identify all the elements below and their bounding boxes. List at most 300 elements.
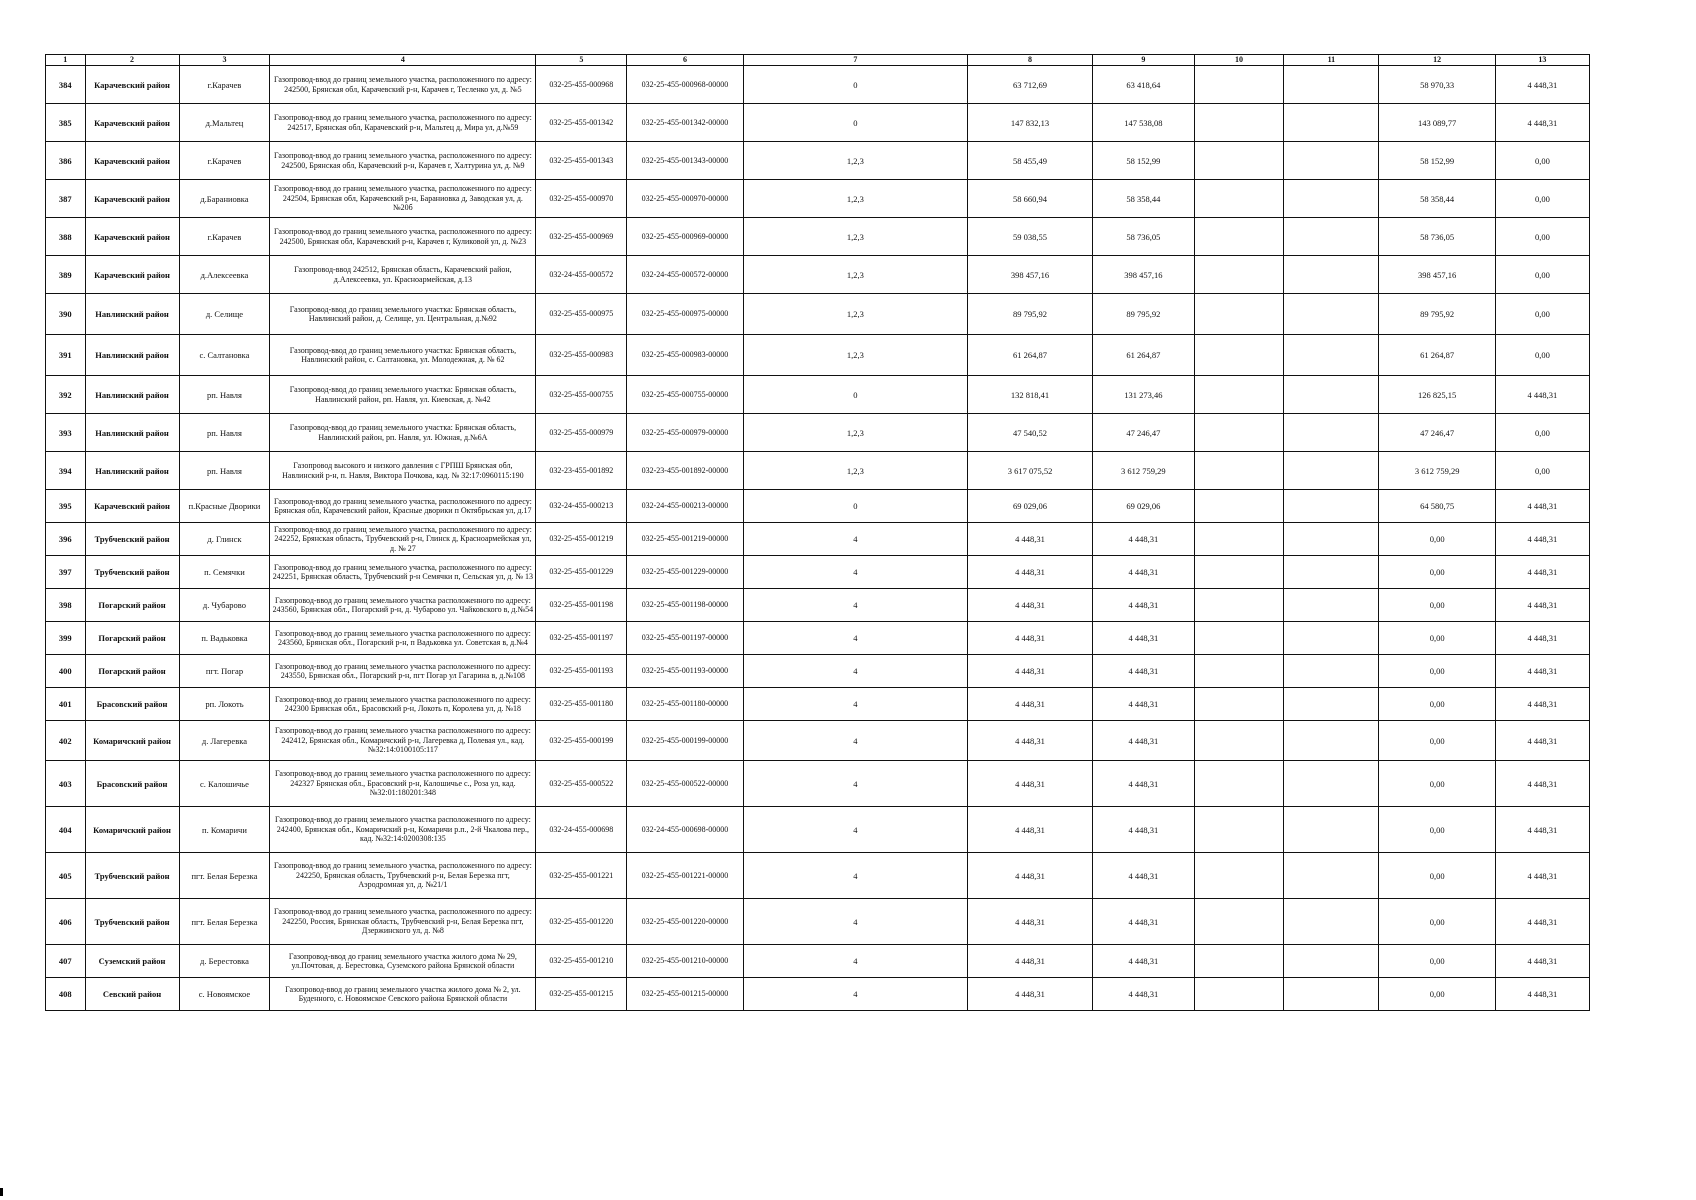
object-description-cell: Газопровод-ввод до границ земельного участка расположенного по адресу: 242327 Брянская обл., Брасовский р-н, Калошичье с., Роза ул, кад. №32:01:180201:348: [270, 761, 536, 807]
locality-cell: п. Вадьковка: [179, 622, 270, 655]
row-number-cell: 394: [46, 452, 86, 490]
table-row: [46, 523, 1590, 556]
row-number-cell: 388: [46, 218, 86, 256]
row-number-cell: 406: [46, 899, 86, 945]
remainder-value-cell: 4 448,31: [1495, 853, 1589, 899]
col-10-cell: [1194, 945, 1284, 978]
remainder-value-cell: 0,00: [1495, 256, 1589, 294]
inventory-number-cell: 032-24-455-000698: [536, 807, 627, 853]
col-11-cell: [1284, 335, 1379, 376]
cost-value-2-cell: 47 246,47: [1093, 414, 1195, 452]
row-number-cell: 396: [46, 523, 86, 556]
object-code-cell: 032-24-455-000213-00000: [627, 490, 743, 523]
cost-value-2-cell: 58 152,99: [1093, 142, 1195, 180]
object-description-cell: Газопровод-ввод до границ земельного участка, расположенного по адресу: 242517, Брянская обл, Карачевский р-н, Мальтец д, Мира ул, д.№59: [270, 104, 536, 142]
remainder-value-cell: 0,00: [1495, 452, 1589, 490]
row-number-cell: 397: [46, 556, 86, 589]
object-description-cell: Газопровод-ввод 242512, Брянская область, Карачевский район, д.Алексеевка, ул. Красноармейская, д.13: [270, 256, 536, 294]
amount-value-cell: 143 089,77: [1379, 104, 1495, 142]
inventory-number-cell: 032-25-455-000979: [536, 414, 627, 452]
inventory-number-cell: 032-25-455-001229: [536, 556, 627, 589]
column-header-9: 9: [1093, 55, 1195, 66]
cost-value-cell: 4 448,31: [968, 761, 1093, 807]
cost-value-cell: 69 029,06: [968, 490, 1093, 523]
cost-value-cell: 63 712,69: [968, 66, 1093, 104]
locality-cell: п. Семячки: [179, 556, 270, 589]
column-header-5: 5: [536, 55, 627, 66]
amount-value-cell: 61 264,87: [1379, 335, 1495, 376]
criteria-cell: 4: [743, 853, 967, 899]
object-description-cell: Газопровод-ввод до границ земельного участка: Брянская область, Навлинский район, с. Салтановка, ул. Молодежная, д. № 62: [270, 335, 536, 376]
amount-value-cell: 0,00: [1379, 556, 1495, 589]
locality-cell: п. Комаричи: [179, 807, 270, 853]
locality-cell: с. Калошичье: [179, 761, 270, 807]
remainder-value-cell: 0,00: [1495, 142, 1589, 180]
object-code-cell: 032-25-455-000983-00000: [627, 335, 743, 376]
table-row: [46, 376, 1590, 414]
locality-cell: д.Мальтец: [179, 104, 270, 142]
district-cell: Навлинский район: [85, 414, 179, 452]
amount-value-cell: 0,00: [1379, 899, 1495, 945]
col-10-cell: [1194, 294, 1284, 335]
row-number-cell: 389: [46, 256, 86, 294]
col-11-cell: [1284, 688, 1379, 721]
district-cell: Карачевский район: [85, 142, 179, 180]
locality-cell: п.Красные Дворики: [179, 490, 270, 523]
table-row: [46, 256, 1590, 294]
object-code-cell: 032-25-455-001198-00000: [627, 589, 743, 622]
amount-value-cell: 0,00: [1379, 721, 1495, 761]
inventory-number-cell: 032-25-455-000755: [536, 376, 627, 414]
inventory-number-cell: 032-25-455-001220: [536, 899, 627, 945]
col-11-cell: [1284, 180, 1379, 218]
table-row: [46, 945, 1590, 978]
object-code-cell: 032-25-455-001219-00000: [627, 523, 743, 556]
cost-value-cell: 147 832,13: [968, 104, 1093, 142]
object-code-cell: 032-25-455-001221-00000: [627, 853, 743, 899]
locality-cell: рп. Локоть: [179, 688, 270, 721]
col-10-cell: [1194, 218, 1284, 256]
object-code-cell: 032-25-455-000969-00000: [627, 218, 743, 256]
col-11-cell: [1284, 256, 1379, 294]
criteria-cell: 1,2,3: [743, 180, 967, 218]
district-cell: Погарский район: [85, 655, 179, 688]
col-11-cell: [1284, 142, 1379, 180]
amount-value-cell: 0,00: [1379, 761, 1495, 807]
header-row: [46, 55, 1590, 66]
object-description-cell: Газопровод-ввод до границ земельного участка жилого дома № 29, ул.Почтовая, д. Берестовка, Суземского района Брянской области: [270, 945, 536, 978]
locality-cell: д.Алексеевка: [179, 256, 270, 294]
object-description-cell: Газопровод-ввод до границ земельного участка расположенного по адресу: 243560, Брянская обл., Погарский р-н, п Вадьковка ул. Советская в, д.№4: [270, 622, 536, 655]
column-header-12: 12: [1379, 55, 1495, 66]
object-code-cell: 032-24-455-000698-00000: [627, 807, 743, 853]
column-header-4: 4: [270, 55, 536, 66]
table-row: [46, 142, 1590, 180]
inventory-number-cell: 032-25-455-001343: [536, 142, 627, 180]
criteria-cell: 1,2,3: [743, 142, 967, 180]
inventory-number-cell: 032-25-455-000975: [536, 294, 627, 335]
criteria-cell: 4: [743, 556, 967, 589]
table-row: [46, 490, 1590, 523]
object-description-cell: Газопровод-ввод до границ земельного участка: Брянская область, Навлинский район, рп. Навля, ул. Киевская, д. №42: [270, 376, 536, 414]
cost-value-2-cell: 147 538,08: [1093, 104, 1195, 142]
col-11-cell: [1284, 807, 1379, 853]
remainder-value-cell: 4 448,31: [1495, 721, 1589, 761]
object-description-cell: Газопровод-ввод до границ земельного участка: Брянская область, Навлинский район, д. Селище, ул. Центральная, д.№92: [270, 294, 536, 335]
district-cell: Карачевский район: [85, 104, 179, 142]
col-10-cell: [1194, 104, 1284, 142]
criteria-cell: 1,2,3: [743, 294, 967, 335]
table-body: [46, 66, 1590, 1011]
object-description-cell: Газопровод-ввод до границ земельного участка, расположенного по адресу: 242500, Брянская обл, Карачевский р-н, Карачев г, Тесленко ул, д. №5: [270, 66, 536, 104]
cost-value-cell: 47 540,52: [968, 414, 1093, 452]
col-11-cell: [1284, 66, 1379, 104]
row-number-cell: 393: [46, 414, 86, 452]
col-10-cell: [1194, 490, 1284, 523]
remainder-value-cell: 4 448,31: [1495, 104, 1589, 142]
criteria-cell: 4: [743, 622, 967, 655]
cost-value-cell: 4 448,31: [968, 622, 1093, 655]
amount-value-cell: 0,00: [1379, 622, 1495, 655]
col-11-cell: [1284, 556, 1379, 589]
cost-value-cell: 4 448,31: [968, 589, 1093, 622]
row-number-cell: 387: [46, 180, 86, 218]
locality-cell: г.Карачев: [179, 66, 270, 104]
amount-value-cell: 0,00: [1379, 978, 1495, 1011]
remainder-value-cell: 4 448,31: [1495, 589, 1589, 622]
cost-value-cell: 61 264,87: [968, 335, 1093, 376]
locality-cell: д. Лагеревка: [179, 721, 270, 761]
row-number-cell: 400: [46, 655, 86, 688]
row-number-cell: 390: [46, 294, 86, 335]
locality-cell: г.Карачев: [179, 142, 270, 180]
district-cell: Навлинский район: [85, 335, 179, 376]
column-header-7: 7: [743, 55, 967, 66]
inventory-number-cell: 032-25-455-001221: [536, 853, 627, 899]
col-11-cell: [1284, 622, 1379, 655]
remainder-value-cell: 4 448,31: [1495, 376, 1589, 414]
table-row: [46, 589, 1590, 622]
row-number-cell: 401: [46, 688, 86, 721]
inventory-number-cell: 032-25-455-000983: [536, 335, 627, 376]
locality-cell: с. Салтановка: [179, 335, 270, 376]
locality-cell: пгт. Белая Березка: [179, 899, 270, 945]
cost-value-cell: 4 448,31: [968, 655, 1093, 688]
district-cell: Карачевский район: [85, 180, 179, 218]
criteria-cell: 1,2,3: [743, 218, 967, 256]
criteria-cell: 4: [743, 721, 967, 761]
column-header-6: 6: [627, 55, 743, 66]
table-row: [46, 180, 1590, 218]
column-header-10: 10: [1194, 55, 1284, 66]
col-10-cell: [1194, 761, 1284, 807]
object-code-cell: 032-25-455-001215-00000: [627, 978, 743, 1011]
col-11-cell: [1284, 721, 1379, 761]
object-description-cell: Газопровод-ввод до границ земельного участка расположенного по адресу: 243560, Брянская обл., Погарский р-н, д. Чубарово ул. Чайковского в, д.№54: [270, 589, 536, 622]
locality-cell: д. Селище: [179, 294, 270, 335]
amount-value-cell: 58 736,05: [1379, 218, 1495, 256]
column-header-3: 3: [179, 55, 270, 66]
cost-value-cell: 398 457,16: [968, 256, 1093, 294]
inventory-number-cell: 032-25-455-001197: [536, 622, 627, 655]
table-row: [46, 721, 1590, 761]
col-11-cell: [1284, 452, 1379, 490]
col-10-cell: [1194, 622, 1284, 655]
inventory-number-cell: 032-24-455-000213: [536, 490, 627, 523]
object-description-cell: Газопровод-ввод до границ земельного участка расположенного по адресу: 243550, Брянская обл., Погарский р-н, пгт Погар ул Гагарина в, д.№108: [270, 655, 536, 688]
cost-value-2-cell: 4 448,31: [1093, 721, 1195, 761]
locality-cell: рп. Навля: [179, 452, 270, 490]
amount-value-cell: 398 457,16: [1379, 256, 1495, 294]
locality-cell: д. Глинск: [179, 523, 270, 556]
col-11-cell: [1284, 104, 1379, 142]
district-cell: Карачевский район: [85, 490, 179, 523]
locality-cell: пгт. Погар: [179, 655, 270, 688]
row-number-cell: 405: [46, 853, 86, 899]
row-number-cell: 403: [46, 761, 86, 807]
object-description-cell: Газопровод-ввод до границ земельного участка, расположенного по адресу: Брянская обл, Карачевский район, Красные дворики п Октябрьская ул, д.17: [270, 490, 536, 523]
locality-cell: г.Карачев: [179, 218, 270, 256]
column-header-13: 13: [1495, 55, 1589, 66]
col-11-cell: [1284, 978, 1379, 1011]
col-10-cell: [1194, 978, 1284, 1011]
district-cell: Трубчевский район: [85, 523, 179, 556]
cost-value-2-cell: 4 448,31: [1093, 807, 1195, 853]
locality-cell: д.Бараниовка: [179, 180, 270, 218]
cost-value-cell: 4 448,31: [968, 945, 1093, 978]
remainder-value-cell: 4 448,31: [1495, 66, 1589, 104]
object-code-cell: 032-25-455-000755-00000: [627, 376, 743, 414]
row-number-cell: 392: [46, 376, 86, 414]
table-row: [46, 414, 1590, 452]
cost-value-cell: 4 448,31: [968, 899, 1093, 945]
object-code-cell: 032-25-455-000975-00000: [627, 294, 743, 335]
object-code-cell: 032-25-455-001180-00000: [627, 688, 743, 721]
object-code-cell: 032-25-455-001210-00000: [627, 945, 743, 978]
cost-value-2-cell: 4 448,31: [1093, 945, 1195, 978]
object-code-cell: 032-25-455-000970-00000: [627, 180, 743, 218]
criteria-cell: 1,2,3: [743, 335, 967, 376]
document-sheet: [45, 54, 1590, 1011]
object-description-cell: Газопровод-ввод до границ земельного участка жилого дома № 2, ул. Буденного, с. Новоямское Севского района Брянской области: [270, 978, 536, 1011]
remainder-value-cell: 0,00: [1495, 180, 1589, 218]
remainder-value-cell: 4 448,31: [1495, 945, 1589, 978]
remainder-value-cell: 4 448,31: [1495, 688, 1589, 721]
cost-value-cell: 4 448,31: [968, 556, 1093, 589]
col-10-cell: [1194, 335, 1284, 376]
col-10-cell: [1194, 414, 1284, 452]
criteria-cell: 0: [743, 376, 967, 414]
col-10-cell: [1194, 180, 1284, 218]
criteria-cell: 4: [743, 978, 967, 1011]
object-code-cell: 032-25-455-000522-00000: [627, 761, 743, 807]
criteria-cell: 4: [743, 807, 967, 853]
col-11-cell: [1284, 761, 1379, 807]
object-description-cell: Газопровод-ввод до границ земельного участка расположенного по адресу: 242400, Брянская обл., Комаричский р-н, Комаричи р.п., 2-й Чкалова пер., кад. №32:14:0200308:135: [270, 807, 536, 853]
column-header-1: 1: [46, 55, 86, 66]
col-10-cell: [1194, 256, 1284, 294]
inventory-number-cell: 032-25-455-001342: [536, 104, 627, 142]
cost-value-2-cell: 63 418,64: [1093, 66, 1195, 104]
cost-value-2-cell: 58 736,05: [1093, 218, 1195, 256]
scan-edge-mark: [0, 1188, 3, 1196]
remainder-value-cell: 4 448,31: [1495, 490, 1589, 523]
object-description-cell: Газопровод-ввод до границ земельного участка расположенного по адресу: 242412, Брянская обл., Комаричский р-н, Лагеревка д, Полевая ул., кад. №32:14:0100105:117: [270, 721, 536, 761]
criteria-cell: 4: [743, 655, 967, 688]
cost-value-cell: 4 448,31: [968, 688, 1093, 721]
row-number-cell: 402: [46, 721, 86, 761]
col-11-cell: [1284, 523, 1379, 556]
col-10-cell: [1194, 853, 1284, 899]
cost-value-cell: 4 448,31: [968, 523, 1093, 556]
object-description-cell: Газопровод-ввод до границ земельного участка, расположенного по адресу: 242500, Брянская обл, Карачевский р-н, Карачев г, Халтурина ул, д. №9: [270, 142, 536, 180]
cost-value-2-cell: 58 358,44: [1093, 180, 1195, 218]
cost-value-2-cell: 4 448,31: [1093, 853, 1195, 899]
table-row: [46, 978, 1590, 1011]
cost-value-2-cell: 4 448,31: [1093, 978, 1195, 1011]
table-row: [46, 218, 1590, 256]
cost-value-cell: 3 617 075,52: [968, 452, 1093, 490]
row-number-cell: 391: [46, 335, 86, 376]
table-row: [46, 688, 1590, 721]
table-row: [46, 807, 1590, 853]
remainder-value-cell: 4 448,31: [1495, 556, 1589, 589]
criteria-cell: 1,2,3: [743, 452, 967, 490]
amount-value-cell: 0,00: [1379, 945, 1495, 978]
col-10-cell: [1194, 556, 1284, 589]
col-11-cell: [1284, 414, 1379, 452]
object-description-cell: Газопровод-ввод до границ земельного участка, расположенного по адресу: 242251, Брянская область, Трубчевский р-н Семячки п, Сельская ул, д. № 13: [270, 556, 536, 589]
criteria-cell: 1,2,3: [743, 414, 967, 452]
amount-value-cell: 0,00: [1379, 688, 1495, 721]
district-cell: Трубчевский район: [85, 899, 179, 945]
object-code-cell: 032-25-455-000979-00000: [627, 414, 743, 452]
col-10-cell: [1194, 66, 1284, 104]
col-11-cell: [1284, 218, 1379, 256]
object-code-cell: 032-25-455-001229-00000: [627, 556, 743, 589]
object-code-cell: 032-25-455-001197-00000: [627, 622, 743, 655]
district-cell: Комаричский район: [85, 721, 179, 761]
remainder-value-cell: 4 448,31: [1495, 899, 1589, 945]
object-code-cell: 032-25-455-001193-00000: [627, 655, 743, 688]
object-code-cell: 032-25-455-001343-00000: [627, 142, 743, 180]
locality-cell: д. Берестовка: [179, 945, 270, 978]
row-number-cell: 407: [46, 945, 86, 978]
inventory-number-cell: 032-25-455-000969: [536, 218, 627, 256]
cost-value-2-cell: 4 448,31: [1093, 899, 1195, 945]
cost-value-2-cell: 4 448,31: [1093, 523, 1195, 556]
inventory-number-cell: 032-25-455-000970: [536, 180, 627, 218]
locality-cell: рп. Навля: [179, 376, 270, 414]
column-header-8: 8: [968, 55, 1093, 66]
table-row: [46, 761, 1590, 807]
table-row: [46, 452, 1590, 490]
col-10-cell: [1194, 655, 1284, 688]
cost-value-2-cell: 4 448,31: [1093, 622, 1195, 655]
object-code-cell: 032-25-455-001342-00000: [627, 104, 743, 142]
criteria-cell: 0: [743, 104, 967, 142]
table-row: [46, 335, 1590, 376]
cost-value-2-cell: 4 448,31: [1093, 556, 1195, 589]
cost-value-cell: 4 448,31: [968, 807, 1093, 853]
object-description-cell: Газопровод высокого и низкого давления с ГРПШ Брянская обл, Навлинский р-н, п. Навля, Виктора Почкова, кад. № 32:17:0960115:190: [270, 452, 536, 490]
object-code-cell: 032-24-455-000572-00000: [627, 256, 743, 294]
district-cell: Навлинский район: [85, 452, 179, 490]
inventory-number-cell: 032-25-455-000199: [536, 721, 627, 761]
col-10-cell: [1194, 142, 1284, 180]
district-cell: Карачевский район: [85, 218, 179, 256]
cost-value-cell: 58 455,49: [968, 142, 1093, 180]
district-cell: Брасовский район: [85, 688, 179, 721]
inventory-number-cell: 032-25-455-001193: [536, 655, 627, 688]
remainder-value-cell: 4 448,31: [1495, 655, 1589, 688]
district-cell: Карачевский район: [85, 66, 179, 104]
district-cell: Навлинский район: [85, 376, 179, 414]
remainder-value-cell: 4 448,31: [1495, 622, 1589, 655]
locality-cell: с. Новоямское: [179, 978, 270, 1011]
table-row: [46, 899, 1590, 945]
district-cell: Трубчевский район: [85, 556, 179, 589]
district-cell: Суземский район: [85, 945, 179, 978]
amount-value-cell: 126 825,15: [1379, 376, 1495, 414]
cost-value-2-cell: 398 457,16: [1093, 256, 1195, 294]
cost-value-cell: 59 038,55: [968, 218, 1093, 256]
object-description-cell: Газопровод-ввод до границ земельного участка расположенного по адресу: 242300 Брянская обл., Брасовский р-н, Локоть п, Королева ул, д. №18: [270, 688, 536, 721]
table-row: [46, 104, 1590, 142]
inventory-number-cell: 032-24-455-000572: [536, 256, 627, 294]
col-10-cell: [1194, 721, 1284, 761]
cost-value-cell: 89 795,92: [968, 294, 1093, 335]
inventory-number-cell: 032-25-455-000522: [536, 761, 627, 807]
col-11-cell: [1284, 945, 1379, 978]
amount-value-cell: 58 358,44: [1379, 180, 1495, 218]
amount-value-cell: 3 612 759,29: [1379, 452, 1495, 490]
col-11-cell: [1284, 655, 1379, 688]
table-row: [46, 853, 1590, 899]
amount-value-cell: 0,00: [1379, 807, 1495, 853]
criteria-cell: 4: [743, 589, 967, 622]
table-row: [46, 294, 1590, 335]
amount-value-cell: 89 795,92: [1379, 294, 1495, 335]
district-cell: Карачевский район: [85, 256, 179, 294]
remainder-value-cell: 4 448,31: [1495, 978, 1589, 1011]
amount-value-cell: 58 970,33: [1379, 66, 1495, 104]
remainder-value-cell: 4 448,31: [1495, 761, 1589, 807]
object-description-cell: Газопровод-ввод до границ земельного участка, расположенного по адресу: 242250, Брянская область, Трубчевский р-н, Белая Березка пгт, Аэродромная ул, д. №21/1: [270, 853, 536, 899]
remainder-value-cell: 0,00: [1495, 414, 1589, 452]
amount-value-cell: 0,00: [1379, 589, 1495, 622]
object-code-cell: 032-25-455-000199-00000: [627, 721, 743, 761]
col-11-cell: [1284, 490, 1379, 523]
col-10-cell: [1194, 688, 1284, 721]
inventory-number-cell: 032-25-455-001219: [536, 523, 627, 556]
col-11-cell: [1284, 589, 1379, 622]
object-description-cell: Газопровод-ввод до границ земельного участка, расположенного по адресу: 242500, Брянская обл, Карачевский р-н, Карачев г, Куликовой ул, д. №23: [270, 218, 536, 256]
cost-value-2-cell: 4 448,31: [1093, 688, 1195, 721]
inventory-number-cell: 032-23-455-001892: [536, 452, 627, 490]
inventory-number-cell: 032-25-455-001210: [536, 945, 627, 978]
cost-value-cell: 4 448,31: [968, 978, 1093, 1011]
table-row: [46, 66, 1590, 104]
district-cell: Брасовский район: [85, 761, 179, 807]
district-cell: Погарский район: [85, 589, 179, 622]
cost-value-2-cell: 89 795,92: [1093, 294, 1195, 335]
locality-cell: д. Чубарово: [179, 589, 270, 622]
col-10-cell: [1194, 899, 1284, 945]
row-number-cell: 399: [46, 622, 86, 655]
row-number-cell: 404: [46, 807, 86, 853]
inventory-number-cell: 032-25-455-001198: [536, 589, 627, 622]
